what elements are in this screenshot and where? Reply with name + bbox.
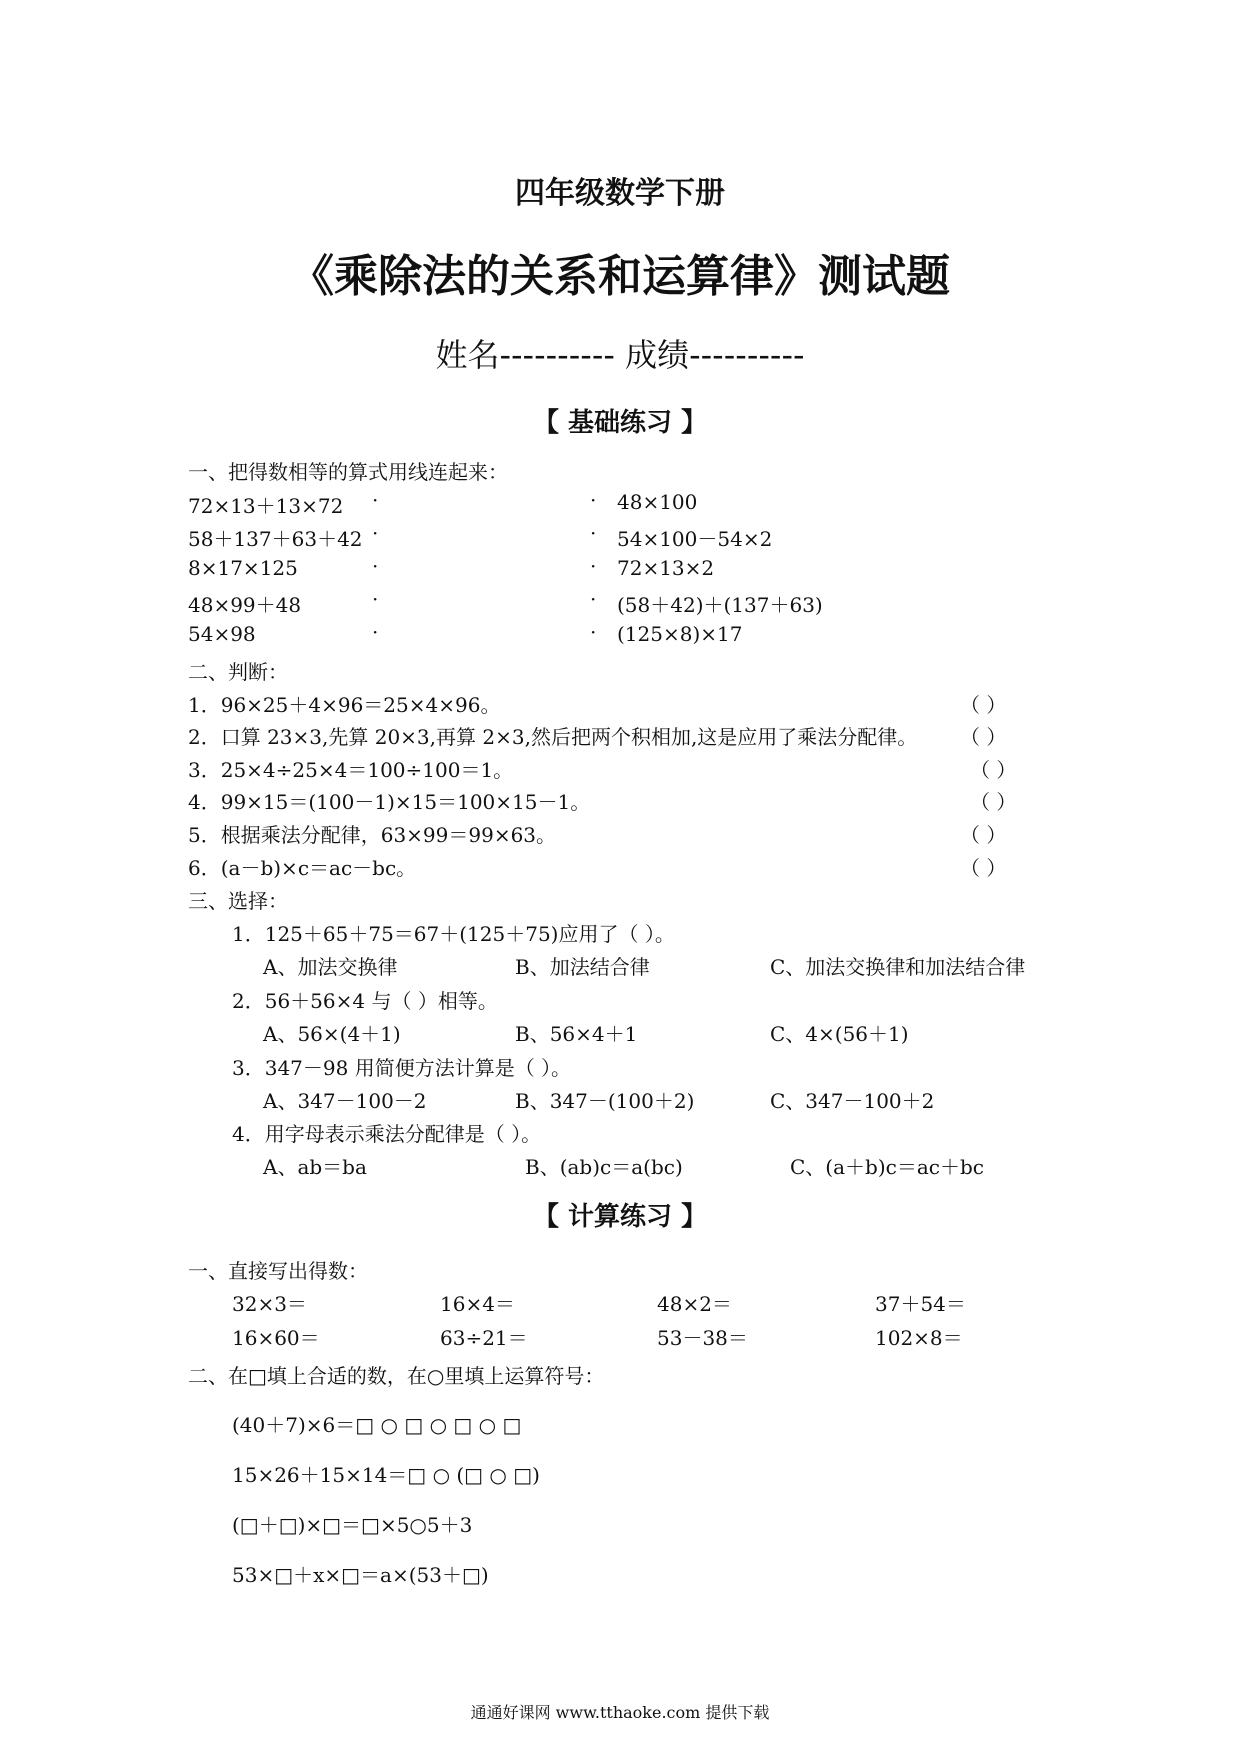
- match-right-item: 72×13×2: [617, 556, 715, 580]
- choice-option-a[interactable]: A、ab＝ba: [263, 1155, 367, 1179]
- calc-item: 16×60＝: [232, 1326, 320, 1350]
- page-footer: 通通好课网 www.tthaoke.com 提供下载: [470, 1703, 770, 1722]
- match-dot-right[interactable]: ·: [590, 488, 597, 512]
- answer-blank[interactable]: （ ）: [960, 856, 1007, 880]
- match-right-item: (125×8)×17: [617, 622, 743, 646]
- match-left-item: 8×17×125: [188, 556, 298, 580]
- question-prompt: 一、直接写出得数：: [188, 1259, 368, 1283]
- choice-option-c[interactable]: C、4×(56＋1): [770, 1022, 909, 1046]
- page-title: 《乘除法的关系和运算律》测试题: [290, 251, 950, 302]
- match-dot-right[interactable]: ·: [590, 587, 597, 611]
- judge-item: 3．25×4÷25×4＝100÷100＝1。: [188, 758, 514, 782]
- fill-item[interactable]: 53×□＋x×□＝a×(53＋□): [232, 1563, 489, 1587]
- fill-item[interactable]: (40＋7)×6＝□ ○ □ ○ □ ○ □: [232, 1413, 522, 1437]
- match-left-item: 54×98: [188, 622, 256, 646]
- choice-option-b[interactable]: B、56×4＋1: [515, 1022, 638, 1046]
- page-subtitle: 四年级数学下册: [515, 176, 725, 211]
- match-right-item: (58＋42)＋(137＋63): [617, 593, 823, 617]
- match-right-item: 54×100－54×2: [617, 527, 773, 551]
- match-dot-right[interactable]: ·: [590, 554, 597, 578]
- fill-item[interactable]: 15×26＋15×14＝□ ○ (□ ○ □): [232, 1463, 540, 1487]
- match-dot-left[interactable]: ·: [372, 488, 379, 512]
- calc-item: 16×4＝: [440, 1292, 515, 1316]
- calc-item: 37＋54＝: [875, 1292, 966, 1316]
- choice-option-b[interactable]: B、(ab)c＝a(bc): [525, 1155, 683, 1179]
- judge-item: 2．口算 23×3,先算 20×3,再算 2×3,然后把两个积相加,这是应用了乘法分配律。: [188, 725, 918, 749]
- answer-blank[interactable]: （ ）: [960, 823, 1007, 847]
- calc-item: 53－38＝: [657, 1326, 748, 1350]
- question-prompt: 一、把得数相等的算式用线连起来：: [188, 460, 508, 484]
- match-dot-left[interactable]: ·: [372, 554, 379, 578]
- answer-blank[interactable]: （ ）: [970, 790, 1017, 814]
- match-dot-right[interactable]: ·: [590, 521, 597, 545]
- choice-option-b[interactable]: B、347－(100＋2): [515, 1089, 695, 1113]
- judge-item: 6．(a－b)×c＝ac－bc。: [188, 856, 417, 880]
- match-left-item: 58＋137＋63＋42: [188, 527, 363, 551]
- judge-item: 4．99×15＝(100－1)×15＝100×15－1。: [188, 790, 591, 814]
- match-dot-left[interactable]: ·: [372, 620, 379, 644]
- choice-option-a[interactable]: A、加法交换律: [263, 955, 398, 979]
- section-heading-basic: 【 基础练习 】: [532, 408, 708, 438]
- choice-question: 1．125＋65＋75＝67＋(125＋75)应用了（ ）。: [232, 922, 675, 946]
- match-dot-left[interactable]: ·: [372, 587, 379, 611]
- question-prompt: 二、判断：: [188, 660, 288, 684]
- calc-item: 32×3＝: [232, 1292, 307, 1316]
- match-dot-right[interactable]: ·: [590, 620, 597, 644]
- choice-question: 4．用字母表示乘法分配律是（ ）。: [232, 1122, 542, 1146]
- question-prompt: 三、选择：: [188, 889, 288, 913]
- match-right-item: 48×100: [617, 490, 698, 514]
- choice-option-c[interactable]: C、347－100＋2: [770, 1089, 935, 1113]
- match-dot-left[interactable]: ·: [372, 521, 379, 545]
- choice-option-c[interactable]: C、(a＋b)c＝ac＋bc: [790, 1155, 984, 1179]
- calc-item: 63÷21＝: [440, 1326, 528, 1350]
- match-left-item: 48×99＋48: [188, 593, 302, 617]
- choice-option-a[interactable]: A、56×(4＋1): [263, 1022, 401, 1046]
- choice-question: 2．56＋56×4 与（ ）相等。: [232, 989, 498, 1013]
- choice-option-c[interactable]: C、加法交换律和加法结合律: [770, 955, 1026, 979]
- name-score-field: 姓名---------- 成绩----------: [435, 336, 805, 374]
- question-prompt: 二、在□填上合适的数，在○里填上运算符号：: [188, 1364, 605, 1388]
- judge-item: 5．根据乘法分配律，63×99＝99×63。: [188, 823, 557, 847]
- calc-item: 102×8＝: [875, 1326, 963, 1350]
- judge-item: 1．96×25＋4×96＝25×4×96。: [188, 693, 501, 717]
- answer-blank[interactable]: （ ）: [960, 725, 1007, 749]
- choice-option-b[interactable]: B、加法结合律: [515, 955, 650, 979]
- fill-item[interactable]: (□＋□)×□＝□×5○5＋3: [232, 1513, 473, 1537]
- answer-blank[interactable]: （ ）: [960, 693, 1007, 717]
- choice-question: 3．347－98 用简便方法计算是（ ）。: [232, 1056, 572, 1080]
- calc-item: 48×2＝: [657, 1292, 732, 1316]
- answer-blank[interactable]: （ ）: [970, 758, 1017, 782]
- choice-option-a[interactable]: A、347－100－2: [263, 1089, 427, 1113]
- match-left-item: 72×13＋13×72: [188, 494, 344, 518]
- section-heading-calc: 【 计算练习 】: [532, 1202, 708, 1232]
